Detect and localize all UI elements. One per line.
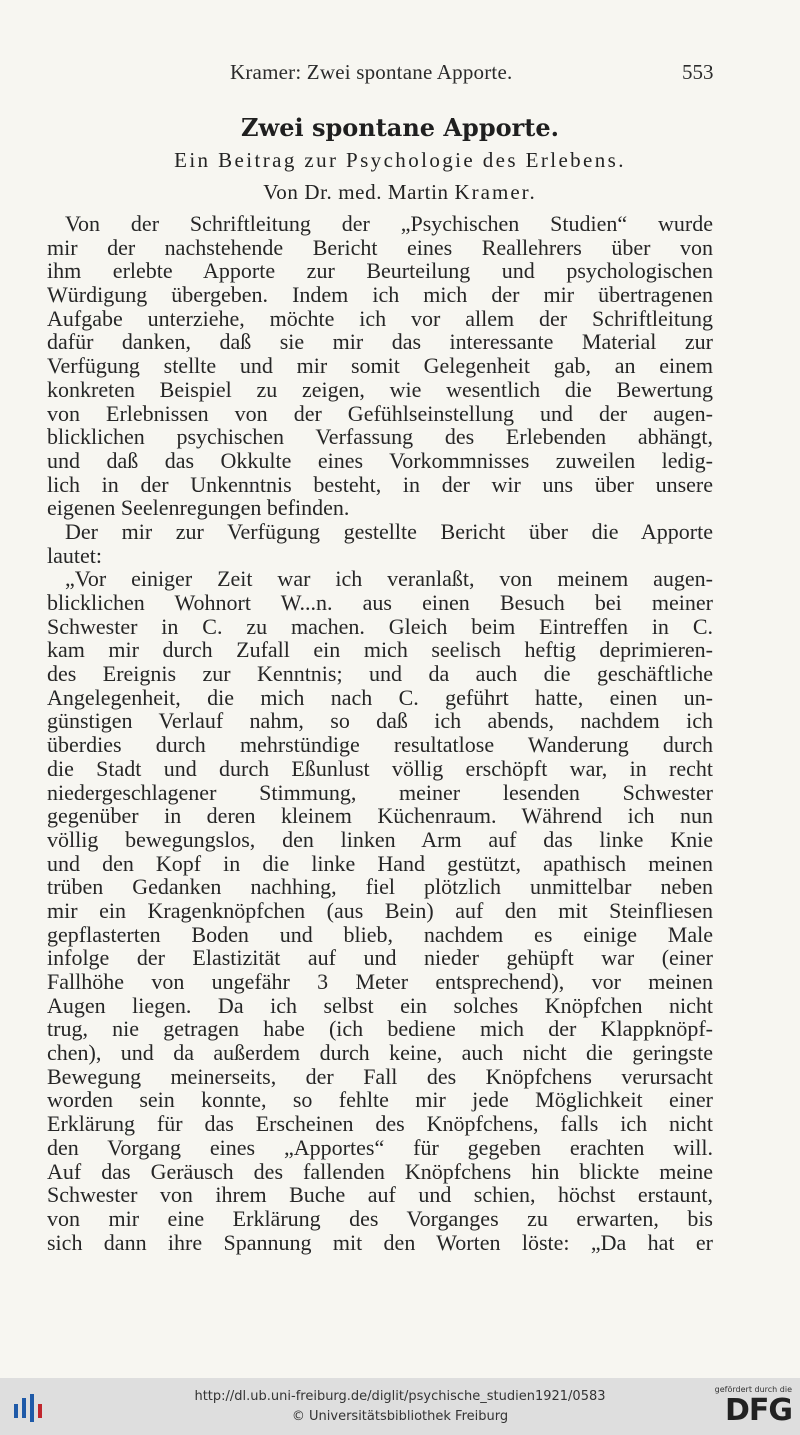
article-title: Zwei spontane Apporte. (241, 113, 559, 142)
text-line: worden sein konnte, so fehlte mir jede Möglichkeit einer (47, 1087, 713, 1113)
permalink-url[interactable]: http://dl.ub.uni-freiburg.de/diglit/psychische_studien1921/0583 (194, 1389, 606, 1404)
text-line: Schwester von ihrem Buche auf und schien, höchst erstaunt, (47, 1182, 713, 1208)
text-line: Angelegenheit, die mich nach C. geführt hatte, einen un- (47, 684, 713, 710)
text-line: lich in der Unkenntnis besteht, in der wir uns über unsere (47, 471, 713, 497)
text-line: konkreten Beispiel zu zeigen, wie wesentlich die Bewertung (47, 376, 713, 402)
dfg-logo: DFG (724, 1393, 792, 1428)
text-line: Bewegung meinerseits, der Fall des Knöpfchens verursacht (47, 1063, 713, 1089)
byline-name: Kramer. (454, 180, 537, 204)
text-line: Verfügung stellte und mir somit Gelegenheit gab, an einem (47, 353, 713, 379)
dfg-funding-badge[interactable] (704, 1385, 792, 1431)
article-subtitle: Ein Beitrag zur Psychologie des Erlebens. (174, 148, 626, 172)
page-number: 553 (682, 60, 714, 84)
text-line: Schwester in C. zu machen. Gleich beim Eintreffen in C. (47, 613, 713, 639)
text-line: sich dann ihre Spannung mit den Worten löste: „Da hat er (47, 1229, 713, 1255)
text-line: Würdigung übergeben. Indem ich mich der mir übertragenen (47, 282, 713, 308)
text-line: Fallhöhe von ungefähr 3 Meter entsprechend), vor meinen (47, 969, 713, 994)
article-body (47, 212, 713, 1254)
text-line: und daß das Okkulte eines Vorkommnisses zuweilen ledig- (47, 447, 713, 473)
text-line: dafür danken, daß sie mir das interessante Material zur (47, 329, 713, 355)
text-line: günstigen Verlauf nahm, so daß ich abends, nachdem ich (47, 708, 713, 734)
copyright-notice: © Universitätsbibliothek Freiburg (291, 1409, 509, 1424)
text-line: Augen liegen. Da ich selbst ein solches Knöpfchen nicht (47, 992, 713, 1018)
text-line: „Vor einiger Zeit war ich veranlaßt, von meinem augen- (65, 566, 713, 592)
text-line: überdies durch mehrstündige resultatlose Wanderung durch (47, 732, 713, 758)
text-line: von mir eine Erklärung des Vorganges zu erwarten, bis (47, 1205, 713, 1231)
text-line: gepflasterten Boden und blieb, nachdem es einige Male (47, 921, 713, 947)
text-line: lautet: (47, 542, 102, 568)
text-line: die Stadt und durch Eßunlust völlig erschöpft war, in recht (47, 755, 713, 781)
text-line: des Ereignis zur Kenntnis; und da auch die geschäftliche (47, 661, 713, 687)
text-line: mir ein Kragenknöpfchen (aus Bein) auf den mit Steinfliesen (47, 897, 713, 923)
text-line: infolge der Elastizität auf und nieder gehüpft war (einer (47, 945, 713, 971)
text-line: blicklichen psychischen Verfassung des Erlebenden abhängt, (47, 424, 713, 450)
text-line: Auf das Geräusch des fallenden Knöpfchens hin blickte meine (47, 1158, 713, 1184)
text-line: trüben Gedanken nachhing, fiel plötzlich unmittelbar neben (47, 874, 713, 900)
text-line: Von der Schriftleitung der „Psychischen Studien“ wurde (65, 211, 713, 236)
byline-prefix: Von Dr. med. Martin (263, 180, 449, 204)
text-line: trug, nie getragen habe (ich bediene mich der Klappknöpf- (47, 1016, 713, 1042)
text-line: und den Kopf in die linke Hand gestützt, apathisch meinen (47, 850, 713, 876)
text-line: völlig bewegungslos, den linken Arm auf das linke Knie (47, 826, 713, 852)
text-line: chen), und da außerdem durch keine, auch nicht die geringste (47, 1040, 713, 1066)
text-line: eigenen Seelenregungen befinden. (47, 495, 350, 521)
text-line: den Vorgang eines „Apportes“ für gegeben erachten will. (47, 1134, 713, 1160)
text-line: Erklärung für das Erscheinen des Knöpfchens, falls ich nicht (47, 1111, 713, 1137)
text-line: niedergeschlagener Stimmung, meiner lesenden Schwester (47, 779, 713, 805)
text-line: blicklichen Wohnort W...n. aus einen Besuch bei meiner (47, 590, 713, 615)
dfg-funded-label: gefördert durch die (714, 1385, 792, 1394)
author-byline (0, 180, 800, 205)
viewer-footer (0, 1378, 800, 1435)
text-line: Aufgabe unterziehe, möchte ich vor allem der Schriftleitung (47, 305, 713, 331)
text-line: gegenüber in deren kleinem Küchenraum. Während ich nun (47, 803, 713, 829)
running-title: Kramer: Zwei spontane Apporte. (230, 60, 513, 84)
text-line: ihm erlebte Apporte zur Beurteilung und psychologischen (47, 258, 713, 284)
text-line: kam mir durch Zufall ein mich seelisch heftig deprimieren- (47, 637, 713, 663)
text-line: Der mir zur Verfügung gestellte Bericht über die Apporte (65, 518, 713, 544)
text-line: von Erlebnissen von der Gefühlseinstellung und der augen- (47, 400, 713, 426)
text-line: mir der nachstehende Bericht eines Reallehrers über von (47, 234, 713, 260)
